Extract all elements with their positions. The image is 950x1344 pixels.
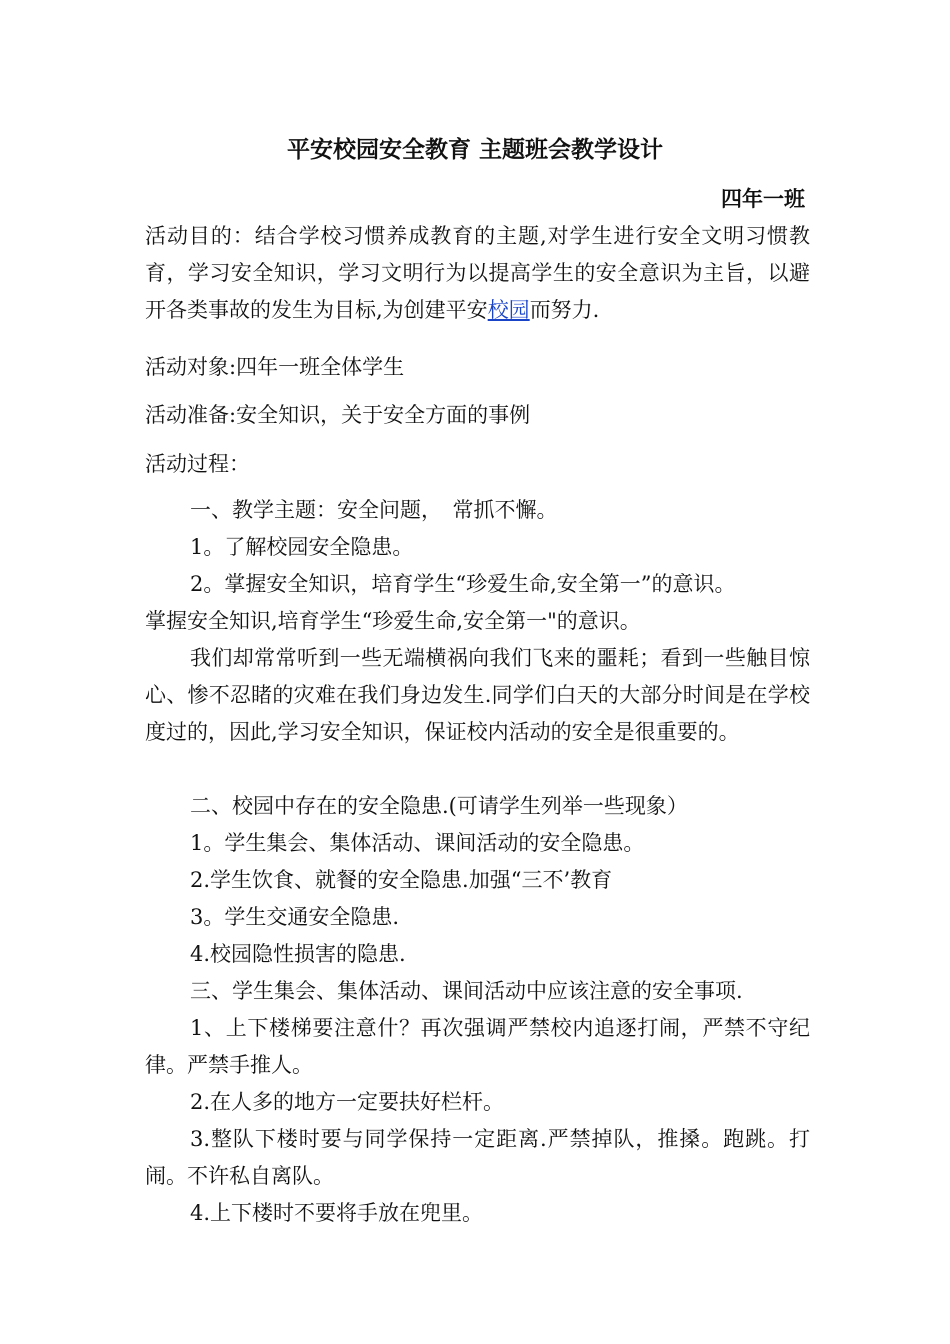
purpose-text: 活动目的：结合学校习惯养成教育的主题,对学生进行安全文明习惯教育，学习安全知识，学习文明行为以提高学生的安全意识为主旨，以避开各类事故的发生为目标,为创建平安 [145, 224, 810, 322]
section1-heading: 一、教学主题：安全问题， 常抓不懈。 [190, 498, 558, 522]
section1-item2-repeat: 掌握安全知识,培育学生“珍爱生命,安全第一"的意识。 [145, 609, 641, 633]
activity-process-label: 活动过程： [145, 452, 250, 476]
section2-heading: 二、校园中存在的安全隐患.(可请学生列举一些现象） [190, 794, 688, 818]
activity-purpose [145, 218, 810, 329]
section2-item: 4.校园隐性损害的隐患. [190, 942, 406, 966]
section3-item1: 1、上下楼梯要注意什？再次强调严禁校内追逐打闹，严禁不守纪律。严禁手推人。 [145, 1016, 810, 1077]
activity-preparation: 活动准备:安全知识，关于安全方面的事例 [145, 403, 531, 427]
section1-item2: 2。掌握安全知识，培育学生“珍爱生命,安全第一”的意识。 [190, 572, 736, 596]
section2-item: 1。学生集会、集体活动、课间活动的安全隐患。 [190, 831, 645, 855]
activity-target: 活动对象:四年一班全体学生 [145, 355, 405, 379]
section2-item: 3。学生交通安全隐患. [190, 905, 400, 929]
purpose-text-end: 而努力. [529, 298, 600, 322]
section1-item1: 1。了解校园安全隐患。 [190, 535, 414, 559]
section3-item3: 3.整队下楼时要与同学保持一定距离.严禁掉队，推搡。跑跳。打闹。不许私自离队。 [145, 1127, 810, 1188]
section3-heading: 三、学生集会、集体活动、课间活动中应该注意的安全事项. [190, 979, 743, 1003]
class-name: 四年一班 [721, 186, 805, 211]
section3-item2: 2.在人多的地方一定要扶好栏杆。 [190, 1090, 505, 1114]
document-title: 平安校园安全教育 主题班会教学设计 [286, 136, 663, 163]
campus-link[interactable]: 校园 [487, 298, 530, 322]
section1-paragraph: 我们却常常听到一些无端横祸向我们飞来的噩耗；看到一些触目惊心、惨不忍睹的灾难在我们身边发生.同学们白天的大部分时间是在学校度过的，因此,学习安全知识，保证校内活动的安全是很重要的。 [145, 646, 810, 744]
section3-item4: 4.上下楼时不要将手放在兜里。 [190, 1201, 484, 1225]
section2-item: 2.学生饮食、就餐的安全隐患.加强“三不’教育 [190, 868, 613, 892]
